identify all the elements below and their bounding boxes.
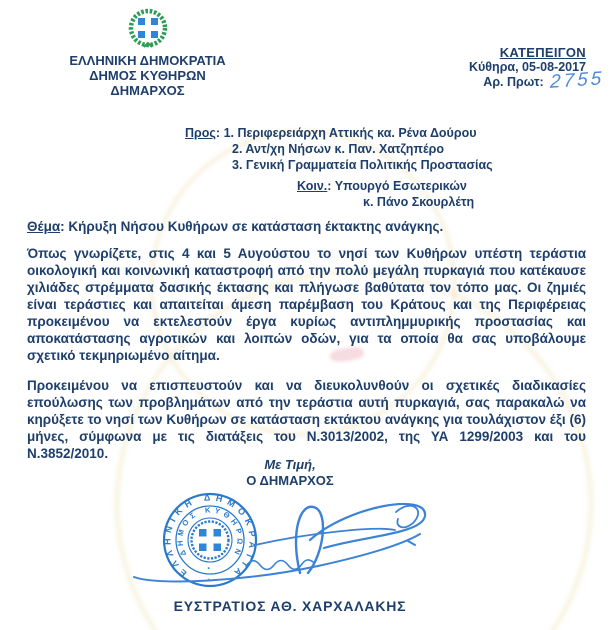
subject-text: Κήρυξη Νήσου Κυθήρων σε κατάσταση έκτακτης ανάγκης. <box>68 219 444 234</box>
stamp-star-inner: * <box>207 567 210 574</box>
letterhead <box>55 5 240 98</box>
subject-label: Θέμα <box>27 219 61 234</box>
stamp-star-outer: * <box>207 578 211 586</box>
subject-line <box>27 219 443 234</box>
cc-line-1: Υπουργό Εσωτερικών <box>334 179 467 193</box>
signer-name: ΕΥΣΤΡΑΤΙΟΣ ΑΘ. ΧΑΡΧΑΛΑΚΗΣ <box>173 598 407 614</box>
header-right <box>469 45 605 93</box>
place-date: Κύθηρα, 05-08-2017 <box>469 60 586 74</box>
org-line-2: ΔΗΜΟΣ ΚΥΘΗΡΩΝ <box>89 68 206 83</box>
to-label-colon: : <box>215 126 221 140</box>
subject-sep: : <box>60 219 69 234</box>
to-label: Προς <box>185 126 216 140</box>
recipients-to-block <box>185 125 493 173</box>
closing-title: Ο ΔΗΜΑΡΧΟΣ <box>246 473 334 488</box>
protocol-number-handwritten: 2755 <box>549 68 605 93</box>
recipient-item: 3. Γενική Γραμματεία Πολιτικής Προστασίας <box>232 158 493 172</box>
cc-label: Κοιν. <box>297 179 328 193</box>
urgency-label: ΚΑΤΕΠΕΙΓΟΝ <box>499 45 586 60</box>
recipient-item: 2. Αντ/χη Νήσων κ. Παν. Χατζηπέρο <box>232 142 444 156</box>
recipient-item: 1. Περιφερειάρχη Αττικής κα. Ρένα Δούρου <box>223 126 477 140</box>
org-line-1: ΕΛΛΗΝΙΚΗ ΔΗΜΟΚΡΑΤΙΑ <box>69 53 226 68</box>
stamp-outer-text: ΕΛΛΗΝΙΚΗ ΔΗΜΟΚΡΑΤΙΑ <box>162 492 258 579</box>
closing-salutation: Με Τιμή, <box>264 457 316 472</box>
protocol-label: Αρ. Πρωτ: <box>483 75 544 89</box>
body-paragraph-1: Όπως γνωρίζετε, στις 4 και 5 Αυγούστου το νησί των Κυθήρων υπέστη τεράστια οικολογική και κοινωνική καταστροφή από την πολύ μεγάλη πυρκαγιά που κατέκαυσε χιλιάδες στρέμματα δασικής έκτασης και πλήγωσε βαθύτατα τον τόπο μας. Οι ζημιές είναι τεράστιες και απαιτείται άμεση παρέμβαση του Κράτους και της Περιφέρειας προκειμένου να εκτελεστούν έργα κυρίως αντιπλημμυρικής προστασίας και αποκατάστασης αγροτικών και λοιπών οδών, για τα οποία θα σας υποβάλουμε σχετικό τεκμηριωμένο αίτημα. <box>27 246 586 363</box>
stamp-inner-text: ΔΗΜΟΣ ΚΥΘΗΡΩΝ <box>175 505 245 558</box>
recipients-cc-block <box>297 178 474 210</box>
org-line-3: ΔΗΜΑΡΧΟΣ <box>110 83 185 98</box>
cc-label-colon: : <box>327 179 332 193</box>
body-paragraph-2: Προκειμένου να επισπευστούν και να διευκολυνθούν οι σχετικές διαδικασίες επούλωσης των προβλημάτων από την τεράστια αυτή πυρκαγιά, σας παρακαλώ να κηρύξετε το νησί των Κυθήρων σε κατάσταση εκτάκτου ανάγκης για τουλάχιστον έξι (6) μήνες, σύμφωνα με τις διατάξεις του Ν.3013/2002, της ΥΑ 1299/2003 και του Ν.3852/2010. <box>27 378 586 461</box>
national-emblem-icon <box>123 5 173 51</box>
signature-autograph <box>128 478 438 603</box>
cc-line-2: κ. Πάνο Σκουρλέτη <box>363 195 475 209</box>
